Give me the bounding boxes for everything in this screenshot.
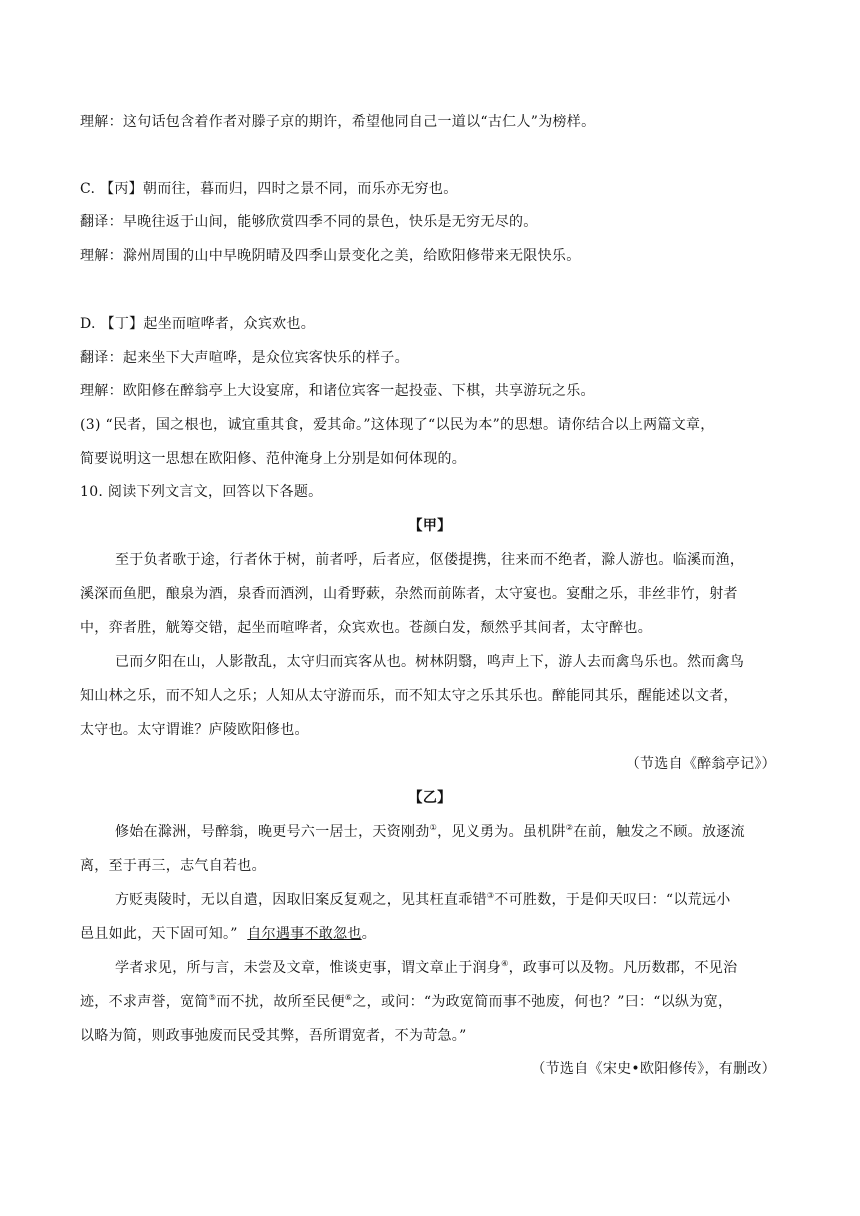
passage-jia-para1-line1: 至于负者歌于途，行者休于树，前者呼，后者应，伛偻提携，往来而不绝者，滁人游也。临溪而渔，	[115, 552, 745, 568]
option-d-understanding: 理解：欧阳修在醉翁亭上大设宴席，和诸位宾客一起投壶、下棋，共享游玩之乐。	[80, 383, 595, 399]
text-segment: 迹，不求声誉，宽简	[80, 994, 209, 1010]
option-c-understanding: 理解：滁州周围的山中早晚阴晴及四季山景变化之美，给欧阳修带来无限快乐。	[80, 248, 581, 264]
footnote-marker: ⑥	[344, 993, 353, 1002]
option-b-understanding: 理解：这句话包含着作者对滕子京的期许，希望他同自己一道以“古仁人”为榜样。	[80, 114, 596, 130]
passage-jia-para2-line3: 太守也。太守谓谁？庐陵欧阳修也。	[80, 722, 309, 738]
option-c-translation: 翻译：早晚往返于山间，能够欣赏四季不同的景色，快乐是无穷无尽的。	[80, 214, 538, 230]
passage-jia-para2-line2: 知山林之乐，而不知人之乐；人知从太守游而乐，而不知太守之乐其乐也。醉能同其乐，醒能述以文者，	[80, 688, 738, 704]
option-c-sentence: C. 【丙】朝而往，暮而归，四时之景不同，而乐亦无穷也。	[80, 181, 458, 197]
text-segment: 方贬夷陵时，无以自遣，因取旧案反复观之，见其枉直乖错	[115, 892, 487, 908]
text-segment: 不可胜数，于是仰天叹曰：“以荒远小	[494, 892, 731, 908]
footnote-marker: ⑤	[208, 993, 217, 1002]
question-3-line1: (3) “民者，国之根也，诚宜重其食，爱其命。”这体现了“以民为本”的思想。请你结合以上两篇文章，	[80, 417, 715, 433]
passage-yi-para2-line2	[80, 924, 780, 944]
passage-jia-source: （节选自《醉翁亭记》）	[625, 756, 776, 772]
footnote-marker: ④	[501, 959, 509, 968]
passage-yi-para3-line3: 以略为简，则政事弛废而民受其弊，吾所谓宽者，不为苛急。”	[80, 1028, 467, 1044]
text-segment: ，政事可以及物。凡历数郡，不见治	[508, 960, 738, 976]
passage-yi-para1-line2: 离，至于再三，志气自若也。	[80, 858, 266, 874]
text-segment: 之，或问：“为政宽简而事不弛废，何也？”曰：“以纵为宽，	[352, 994, 733, 1010]
footnote-marker: ③	[486, 891, 495, 900]
text-segment: 邑且如此，天下固可知。”	[80, 926, 238, 942]
text-segment: 学者求见，所与言，未尝及文章，惟谈吏事，谓文章止于润身	[115, 960, 502, 976]
text-segment: 在前，触发之不顾。放逐流	[573, 824, 745, 840]
passage-jia-para1-line3: 中，弈者胜，觥筹交错，起坐而喧哗者，众宾欢也。苍颜白发，颓然乎其间者，太守醉也。	[80, 620, 652, 636]
text-segment: 修始在滁洲，号醉翁，晚更号六一居士，天资刚劲	[115, 824, 430, 840]
footnote-marker: ②	[565, 823, 574, 832]
footnote-marker: ①	[429, 823, 438, 832]
passage-yi-para2-line1	[115, 890, 780, 910]
underlined-sentence: 自尔遇事不敢忽也	[247, 926, 362, 942]
passage-yi-source: （节选自《宋史•欧阳修传》，有删改）	[531, 1061, 776, 1077]
passage-yi-para3-line1	[115, 958, 780, 978]
passage-jia-para2-line1: 已而夕阳在山，人影散乱，太守归而宾客从也。树林阴翳，鸣声上下，游人去而禽鸟乐也。然而禽鸟	[115, 654, 745, 670]
question-3-line2: 简要说明这一思想在欧阳修、范仲淹身上分别是如何体现的。	[80, 451, 467, 467]
passage-yi-title: 【乙】	[408, 790, 452, 806]
text-segment: ，见义勇为。虽机阱	[437, 824, 566, 840]
passage-yi-para1-line1	[115, 822, 780, 842]
passage-yi-para3-line2	[80, 992, 780, 1012]
text-segment: 而不扰，故所至民便	[216, 994, 345, 1010]
passage-jia-title: 【甲】	[408, 518, 452, 534]
option-d-translation: 翻译：起来坐下大声喧哗，是众位宾客快乐的样子。	[80, 350, 409, 366]
text-segment: 。	[361, 926, 376, 942]
passage-jia-para1-line2: 溪深而鱼肥，酿泉为酒，泉香而酒洌，山肴野蔌，杂然而前陈者，太守宴也。宴酣之乐，非丝非竹，射者	[80, 586, 738, 602]
option-d-sentence: D. 【丁】起坐而喧哗者，众宾欢也。	[80, 316, 316, 332]
question-10-heading: 10. 阅读下列文言文，回答以下各题。	[80, 484, 323, 500]
